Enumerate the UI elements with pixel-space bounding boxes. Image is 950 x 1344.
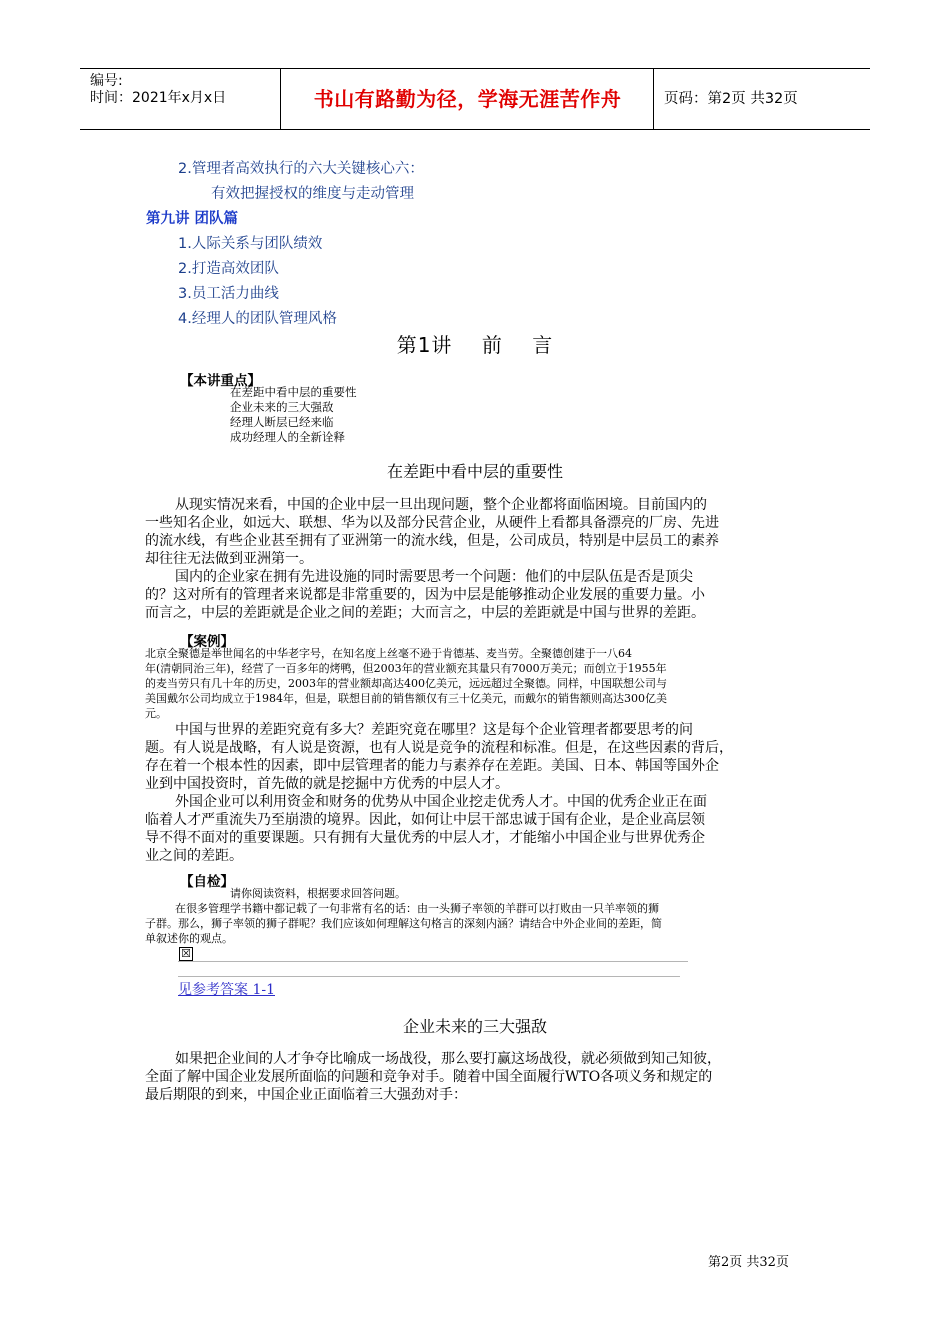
toc-item-continuation: 有效把握授权的维度与走动管理 bbox=[211, 186, 414, 202]
key-point-item: 在差距中看中层的重要性 bbox=[230, 385, 357, 399]
toc-lecture-heading: 第九讲 团队篇 bbox=[146, 211, 239, 227]
self-check-question-line: 子群。那么，狮子率领的狮子群呢？我们应该如何理解这句格言的深刻内涵？请结合中外企业间的差距，简 bbox=[145, 917, 662, 930]
paragraph-line: 的流水线，有些企业甚至拥有了亚洲第一的流水线，但是，公司成员，特别是中层员工的素养 bbox=[145, 533, 719, 549]
paragraph-line: 而言之，中层的差距就是企业之间的差距；大而言之，中层的差距就是中国与世界的差距。 bbox=[145, 605, 705, 621]
self-check-question-line: 在很多管理学书籍中都记载了一句非常有名的话：由一头狮子率领的羊群可以打败由一只羊率领的狮 bbox=[175, 902, 659, 915]
paragraph-line: 的？这对所有的管理者来说都是非常重要的，因为中层是能够推动企业发展的重要力量。小 bbox=[145, 587, 705, 603]
case-line: 年(清朝同治三年)，经营了一百多年的烤鸭，但2003年的营业额充其量只有7000万美元；而创立于1955年 bbox=[145, 662, 667, 675]
paragraph-line: 一些知名企业，如远大、联想、华为以及部分民营企业，从硬件上看都具备漂亮的厂房、先进 bbox=[145, 515, 719, 531]
document-date-label: 时间：2021年x月x日 bbox=[90, 90, 227, 106]
case-line: 美国戴尔公司均成立于1984年，但是，联想目前的销售额仅有三十亿美元，而戴尔的销售额则高达300亿美 bbox=[145, 692, 667, 705]
paragraph-line: 中国与世界的差距究竟有多大？差距究竟在哪里？这是每个企业管理者都要思考的问 bbox=[175, 722, 693, 738]
paragraph-line: 导不得不面对的重要课题。只有拥有大量优秀的中层人才，才能缩小中国企业与世界优秀企 bbox=[145, 830, 705, 846]
header-motto: 书山有路勤为径，学海无涯苦作舟 bbox=[313, 87, 622, 111]
paragraph-line: 最后期限的到来，中国企业正面临着三大强劲对手： bbox=[145, 1087, 467, 1103]
paragraph-line: 如果把企业间的人才争夺比喻成一场战役，那么要打赢这场战役，就必须做到知己知彼， bbox=[175, 1051, 721, 1067]
paragraph-line: 从现实情况来看，中国的企业中层一旦出现问题，整个企业都将面临困境。目前国内的 bbox=[175, 497, 707, 513]
case-line: 的麦当劳只有几十年的历史，2003年的营业额却高达400亿美元，远远超过全聚德。同样，中国联想公司与 bbox=[145, 677, 667, 690]
section-title: 企业未来的三大强敌 bbox=[402, 1017, 547, 1036]
paragraph-line: 题。有人说是战略，有人说是资源，也有人说是竞争的流程和标准。但是，在这些因素的背后， bbox=[145, 740, 733, 756]
header-page-number: 页码：第2页 共32页 bbox=[664, 91, 798, 107]
header-page-cell bbox=[653, 69, 870, 129]
self-check-label: 【自检】 bbox=[180, 874, 234, 890]
paragraph-line: 存在着一个根本性的因素，即中层管理者的能力与素养存在差距。美国、日本、韩国等国外企 bbox=[145, 758, 719, 774]
header-meta-cell bbox=[80, 69, 280, 129]
toc-item: 2.管理者高效执行的六大关键核心六： bbox=[178, 161, 424, 177]
page-header bbox=[80, 68, 870, 130]
self-check-instruction: 请你阅读资料，根据要求回答问题。 bbox=[230, 887, 406, 900]
paragraph-line: 临着人才严重流失乃至崩溃的境界。因此，如何让中层干部忠诚于国有企业，是企业高层领 bbox=[145, 812, 705, 828]
toc-item: 3.员工活力曲线 bbox=[178, 286, 279, 302]
toc-item: 4.经理人的团队管理风格 bbox=[178, 311, 337, 327]
section-title: 在差距中看中层的重要性 bbox=[386, 462, 563, 481]
header-motto-cell bbox=[280, 69, 654, 129]
toc-item: 2.打造高效团队 bbox=[178, 261, 279, 277]
answer-checkbox[interactable]: ☒ bbox=[179, 947, 193, 961]
case-label: 【案例】 bbox=[180, 634, 234, 650]
answer-line bbox=[178, 976, 680, 977]
case-line: 元。 bbox=[145, 707, 167, 720]
key-point-item: 经理人断层已经来临 bbox=[230, 415, 334, 429]
page-footer: 第2页 共32页 bbox=[708, 1255, 789, 1270]
answer-reference-link[interactable]: 见参考答案 1-1 bbox=[178, 982, 275, 998]
key-point-item: 企业未来的三大强敌 bbox=[230, 400, 334, 414]
toc-item: 1.人际关系与团队绩效 bbox=[178, 236, 323, 252]
paragraph-line: 业之间的差距。 bbox=[145, 848, 243, 864]
paragraph-line: 却往往无法做到亚洲第一。 bbox=[145, 551, 313, 567]
lecture-title: 第1讲 前 言 bbox=[396, 333, 554, 357]
document-number-label: 编号: bbox=[90, 73, 123, 89]
key-points-label: 【本讲重点】 bbox=[180, 373, 261, 389]
case-line: 北京全聚德是举世闻名的中华老字号，在知名度上丝毫不逊于肯德基、麦当劳。全聚德创建于一八64 bbox=[145, 647, 632, 660]
paragraph-line: 业到中国投资时，首先做的就是挖掘中方优秀的中层人才。 bbox=[145, 776, 509, 792]
paragraph-line: 国内的企业家在拥有先进设施的同时需要思考一个问题：他们的中层队伍是否是顶尖 bbox=[175, 569, 693, 585]
key-point-item: 成功经理人的全新诠释 bbox=[230, 430, 345, 444]
paragraph-line: 外国企业可以利用资金和财务的优势从中国企业挖走优秀人才。中国的优秀企业正在面 bbox=[175, 794, 707, 810]
paragraph-line: 全面了解中国企业发展所面临的问题和竞争对手。随着中国全面履行WTO各项义务和规定的 bbox=[145, 1069, 713, 1085]
answer-line bbox=[178, 961, 688, 962]
self-check-question-line: 单叙述你的观点。 bbox=[145, 932, 233, 945]
